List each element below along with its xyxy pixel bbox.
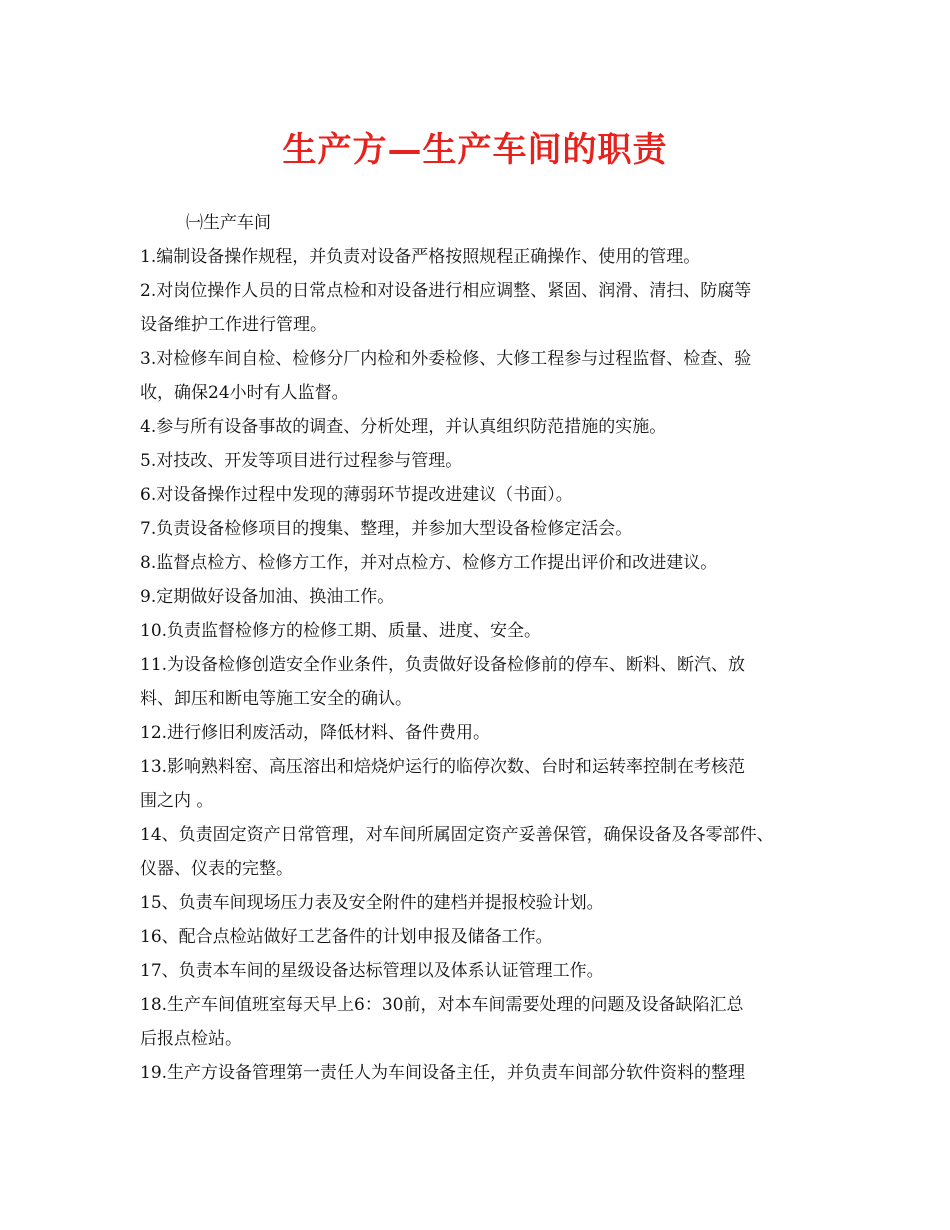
section-heading: ㈠生产车间 bbox=[186, 213, 271, 233]
paragraph-line: 8.监督点检方、检修方工作，并对点检方、检修方工作提出评价和改进建议。 bbox=[140, 553, 718, 573]
paragraph-line: 10.负责监督检修方的检修工期、质量、进度、安全。 bbox=[140, 621, 542, 641]
document-title: 生产方—生产车间的职责 bbox=[282, 130, 668, 170]
document-body bbox=[140, 206, 830, 1090]
paragraph-line: 设备维护工作进行管理。 bbox=[140, 315, 327, 335]
paragraph-line: 仪器、仪表的完整。 bbox=[140, 859, 293, 879]
paragraph-line: 5.对技改、开发等项目进行过程参与管理。 bbox=[140, 451, 463, 471]
paragraph-line: 6.对设备操作过程中发现的薄弱环节提改进建议（书面）。 bbox=[140, 485, 573, 505]
paragraph-line: 14、负责固定资产日常管理，对车间所属固定资产妥善保管，确保设备及各零部件、 bbox=[140, 825, 774, 845]
paragraph-line: 9.定期做好设备加油、换油工作。 bbox=[140, 587, 395, 607]
paragraph-line: 11.为设备检修创造安全作业条件，负责做好设备检修前的停车、断料、断汽、放 bbox=[140, 655, 746, 675]
paragraph-line: 18.生产车间值班室每天早上6：30前，对本车间需要处理的问题及设备缺陷汇总 bbox=[140, 995, 744, 1015]
paragraph-line: 17、负责本车间的星级设备达标管理以及体系认证管理工作。 bbox=[140, 961, 604, 981]
paragraph-line: 1.编制设备操作规程，并负责对设备严格按照规程正确操作、使用的管理。 bbox=[140, 247, 701, 267]
paragraph-line: 4.参与所有设备事故的调查、分析处理，并认真组织防范措施的实施。 bbox=[140, 417, 667, 437]
paragraph-line: 3.对检修车间自检、检修分厂内检和外委检修、大修工程参与过程监督、检查、验 bbox=[140, 349, 752, 369]
paragraph-line: 料、卸压和断电等施工安全的确认。 bbox=[140, 689, 412, 709]
paragraph-line: 12.进行修旧利废活动，降低材料、备件费用。 bbox=[140, 723, 491, 743]
paragraph-line: 收，确保24小时有人监督。 bbox=[140, 383, 349, 403]
paragraph-line: 2.对岗位操作人员的日常点检和对设备进行相应调整、紧固、润滑、清扫、防腐等 bbox=[140, 281, 752, 301]
paragraph-line: 13.影响熟料窑、高压溶出和焙烧炉运行的临停次数、台时和运转率控制在考核范 bbox=[140, 757, 746, 777]
paragraph-line: 后报点检站。 bbox=[140, 1029, 242, 1049]
paragraph-line: 围之内 。 bbox=[140, 791, 214, 811]
paragraph-line: 15、负责车间现场压力表及安全附件的建档并提报校验计划。 bbox=[140, 893, 604, 913]
paragraph-line: 7.负责设备检修项目的搜集、整理，并参加大型设备检修定活会。 bbox=[140, 519, 633, 539]
paragraph-line: 16、配合点检站做好工艺备件的计划申报及储备工作。 bbox=[140, 927, 553, 947]
paragraph-line: 19.生产方设备管理第一责任人为车间设备主任，并负责车间部分软件资料的整理 bbox=[140, 1063, 746, 1083]
